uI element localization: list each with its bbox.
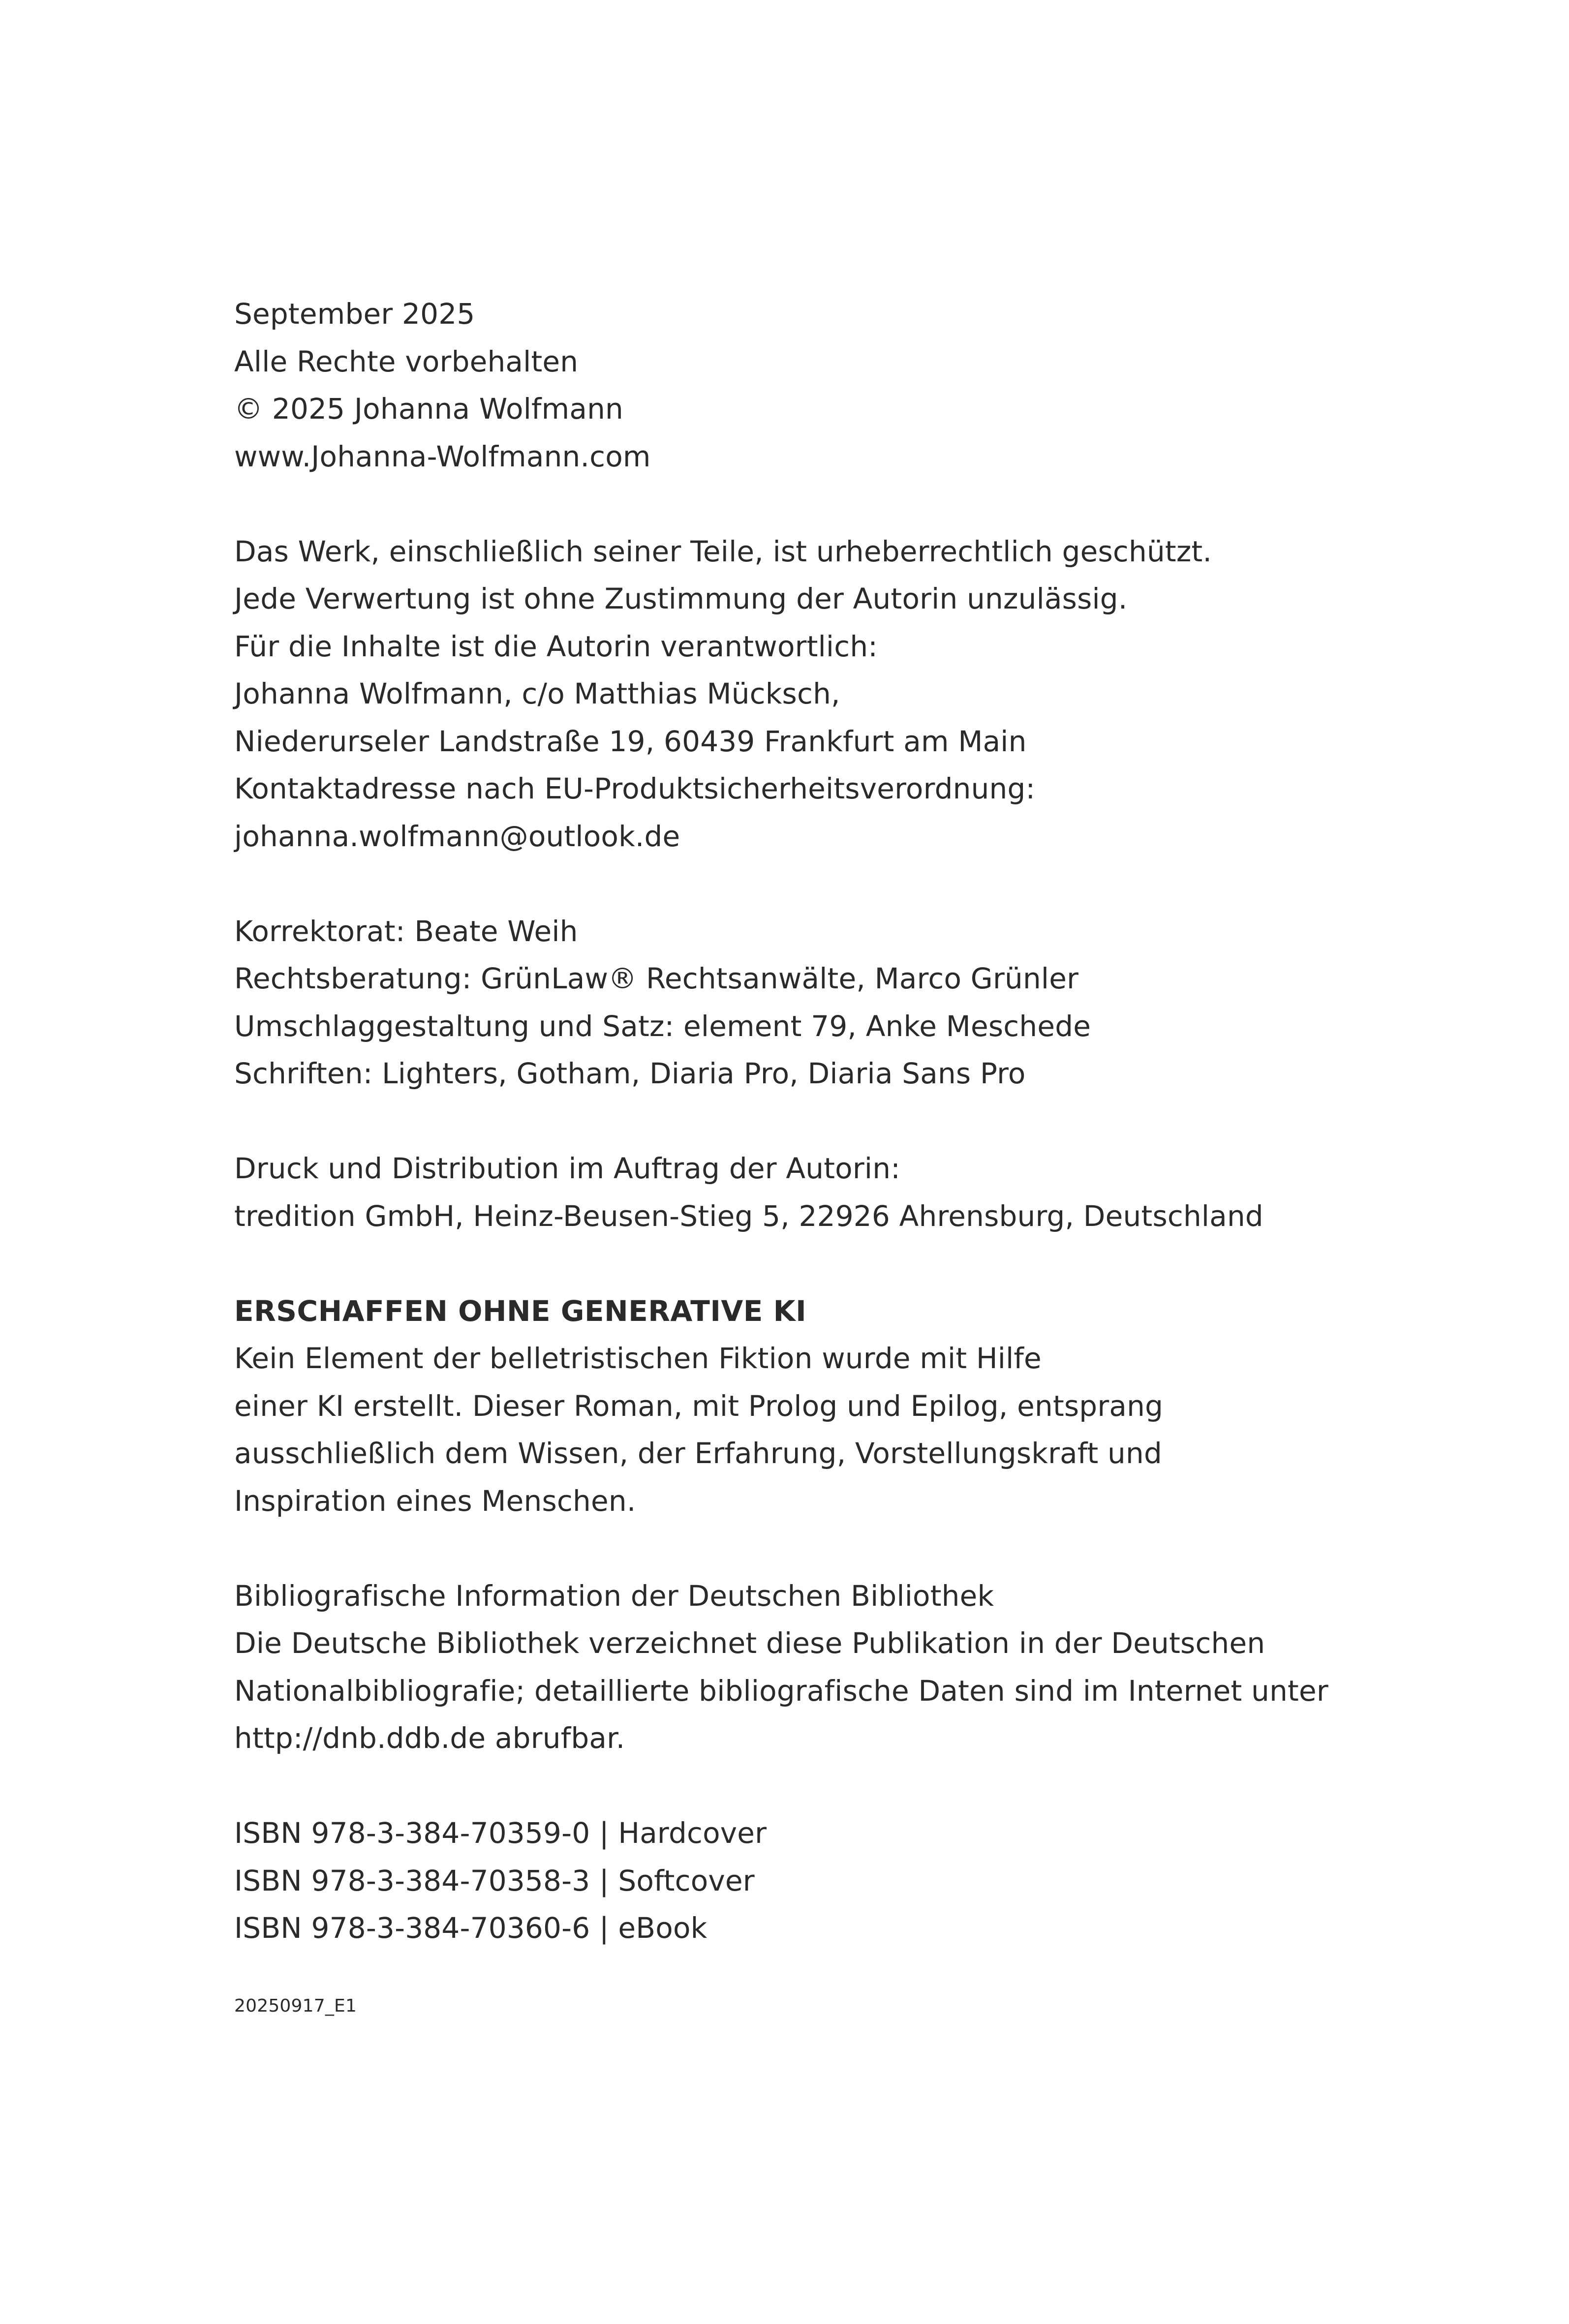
isbn-softcover: ISBN 978-3-384-70358-3 | Softcover (234, 1864, 755, 1897)
legal-info (234, 528, 1464, 860)
legal-address-line: Niederurseler Landstraße 19, 60439 Frankfurt am Main (234, 724, 1027, 758)
bibliography-link: http://dnb.ddb.de abrufbar. (234, 1721, 625, 1755)
publication-info (234, 290, 1464, 480)
bibliography-line: Die Deutsche Bibliothek verzeichnet diese Publikation in der Deutschen (234, 1626, 1265, 1660)
legal-line: Kontaktadresse nach EU-Produktsicherheitsverordnung: (234, 772, 1036, 805)
bibliography-info (234, 1572, 1464, 1762)
rights-notice: Alle Rechte vorbehalten (234, 344, 579, 378)
credits (234, 908, 1464, 1098)
bibliography-line: Nationalbibliografie; detaillierte bibliografische Daten sind im Internet unter (234, 1674, 1328, 1708)
credit-line: Schriften: Lighters, Gotham, Diaria Pro, Diaria Sans Pro (234, 1057, 1026, 1090)
ai-notice-line: Inspiration eines Menschen. (234, 1484, 636, 1518)
printing-info (234, 1145, 1464, 1240)
ai-notice-heading: ERSCHAFFEN OHNE GENERATIVE KI (234, 1294, 807, 1328)
legal-line: Für die Inhalte ist die Autorin verantwortlich: (234, 629, 878, 663)
legal-line: Jede Verwertung ist ohne Zustimmung der Autorin unzulässig. (234, 582, 1128, 615)
ai-notice-line: ausschließlich dem Wissen, der Erfahrung, Vorstellungskraft und (234, 1437, 1162, 1470)
isbn-ebook: ISBN 978-3-384-70360-6 | eBook (234, 1911, 708, 1945)
bibliography-line: Bibliografische Information der Deutschen Bibliothek (234, 1579, 994, 1613)
copyright-line: © 2025 Johanna Wolfmann (234, 392, 623, 426)
credit-line: Rechtsberatung: GrünLaw® Rechtsanwälte, Marco Grünler (234, 962, 1079, 995)
printing-line: Druck und Distribution im Auftrag der Autorin: (234, 1152, 900, 1185)
isbn-hardcover: ISBN 978-3-384-70359-0 | Hardcover (234, 1816, 767, 1850)
version-code: 20250917_E1 (234, 1995, 357, 2016)
ai-notice-line: Kein Element der belletristischen Fiktion wurde mit Hilfe (234, 1342, 1042, 1375)
contact-email: johanna.wolfmann@outlook.de (234, 819, 680, 853)
ai-notice (234, 1287, 1464, 1525)
ai-notice-line: einer KI erstellt. Dieser Roman, mit Prolog und Epilog, entsprang (234, 1389, 1164, 1423)
imprint-content (234, 290, 1464, 2021)
legal-line: Das Werk, einschließlich seiner Teile, ist urheberrechtlich geschützt. (234, 534, 1212, 568)
credit-line: Umschlaggestaltung und Satz: element 79, Anke Meschede (234, 1009, 1091, 1043)
legal-address-line: Johanna Wolfmann, c/o Matthias Mücksch, (234, 677, 840, 710)
publication-date: September 2025 (234, 297, 475, 331)
author-website: www.Johanna-Wolfmann.com (234, 439, 651, 473)
printing-line: tredition GmbH, Heinz-Beusen-Stieg 5, 22926 Ahrensburg, Deutschland (234, 1199, 1263, 1233)
isbn-list (234, 1809, 1464, 1952)
credit-line: Korrektorat: Beate Weih (234, 914, 578, 948)
